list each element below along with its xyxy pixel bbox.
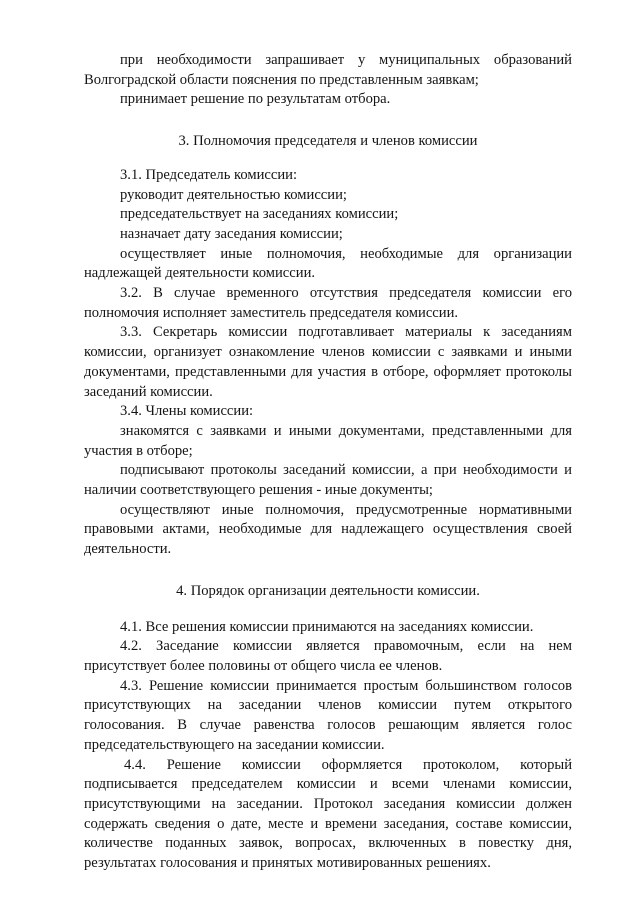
paragraph-3-4-item-3: осуществляют иные полномочия, предусмотренные нормативными правовыми актами, необходимые для надлежащего осуществления своей деятельности. [84, 501, 572, 558]
paragraph-3-3: 3.3. Секретарь комиссии подготавливает материалы к заседаниям комиссии, организует ознакомление членов комиссии с заявками и иными документами, представленными для участия в отборе, оформляет протоколы заседаний комиссии. [84, 324, 572, 400]
paragraph-3-1: 3.1. Председатель комиссии: [120, 166, 298, 183]
spacer [84, 602, 572, 618]
section-3-heading: 3. Полномочия председателя и членов комиссии [178, 133, 478, 150]
spacer [84, 560, 572, 582]
paragraph-4-3: 4.3. Решение комиссии принимается простым большинством голосов присутствующих на заседании членов комиссии путем открытого голосования. В случае равенства голосов решающим является голос председательствующего на заседании комиссии. [84, 677, 572, 753]
paragraph-2-request-explanations: при необходимости запрашивает у муниципальных образований Волгоградской области пояснения по представленным заявкам; [84, 52, 572, 88]
paragraph-3-4-item-2: подписывают протоколы заседаний комиссии, а при необходимости и наличии соответствующего решения - иные документы; [84, 462, 572, 499]
paragraph-3-1-item-3: назначает дату заседания комиссии; [120, 225, 343, 242]
paragraph-3-1-item-4: осуществляет иные полномочия, необходимые для организации надлежащей деятельности комиссии. [84, 245, 572, 282]
paragraph-3-4-item-1: знакомятся с заявками и иными документами, представленными для участия в отборе; [84, 422, 572, 459]
document-page [84, 51, 572, 874]
paragraph-3-1-item-2: председательствует на заседаниях комиссии; [120, 206, 399, 223]
paragraph-3-1-item-1: руководит деятельностью комиссии; [120, 186, 347, 203]
paragraph-3-4: 3.4. Члены комиссии: [120, 403, 254, 420]
paragraph-4-2: 4.2. Заседание комиссии является правомочным, если на нем присутствует более половины от общего числа ее членов. [84, 638, 572, 674]
paragraph-4-1: 4.1. Все решения комиссии принимаются на заседаниях комиссии. [120, 618, 534, 635]
section-4-heading: 4. Порядок организации деятельности комиссии. [176, 582, 480, 599]
spacer [84, 110, 572, 132]
paragraph-2-decision: принимает решение по результатам отбора. [120, 91, 391, 108]
paragraph-3-2: 3.2. В случае временного отсутствия председателя комиссии его полномочия исполняет заместитель председателя комиссии. [84, 285, 572, 321]
spacer [84, 152, 572, 166]
paragraph-4-4: 4.4. Решение комиссии оформляется протоколом, который подписывается председателем комиссии и всеми членами комиссии, присутствующими на заседании. Протокол заседания комиссии должен содержать сведения о дате, месте и времени заседания, составе комиссии, количестве поданных заявок, вопросах, включенных в повестку дня, результатах голосования и принятых мотивированных решениях. [84, 756, 572, 872]
